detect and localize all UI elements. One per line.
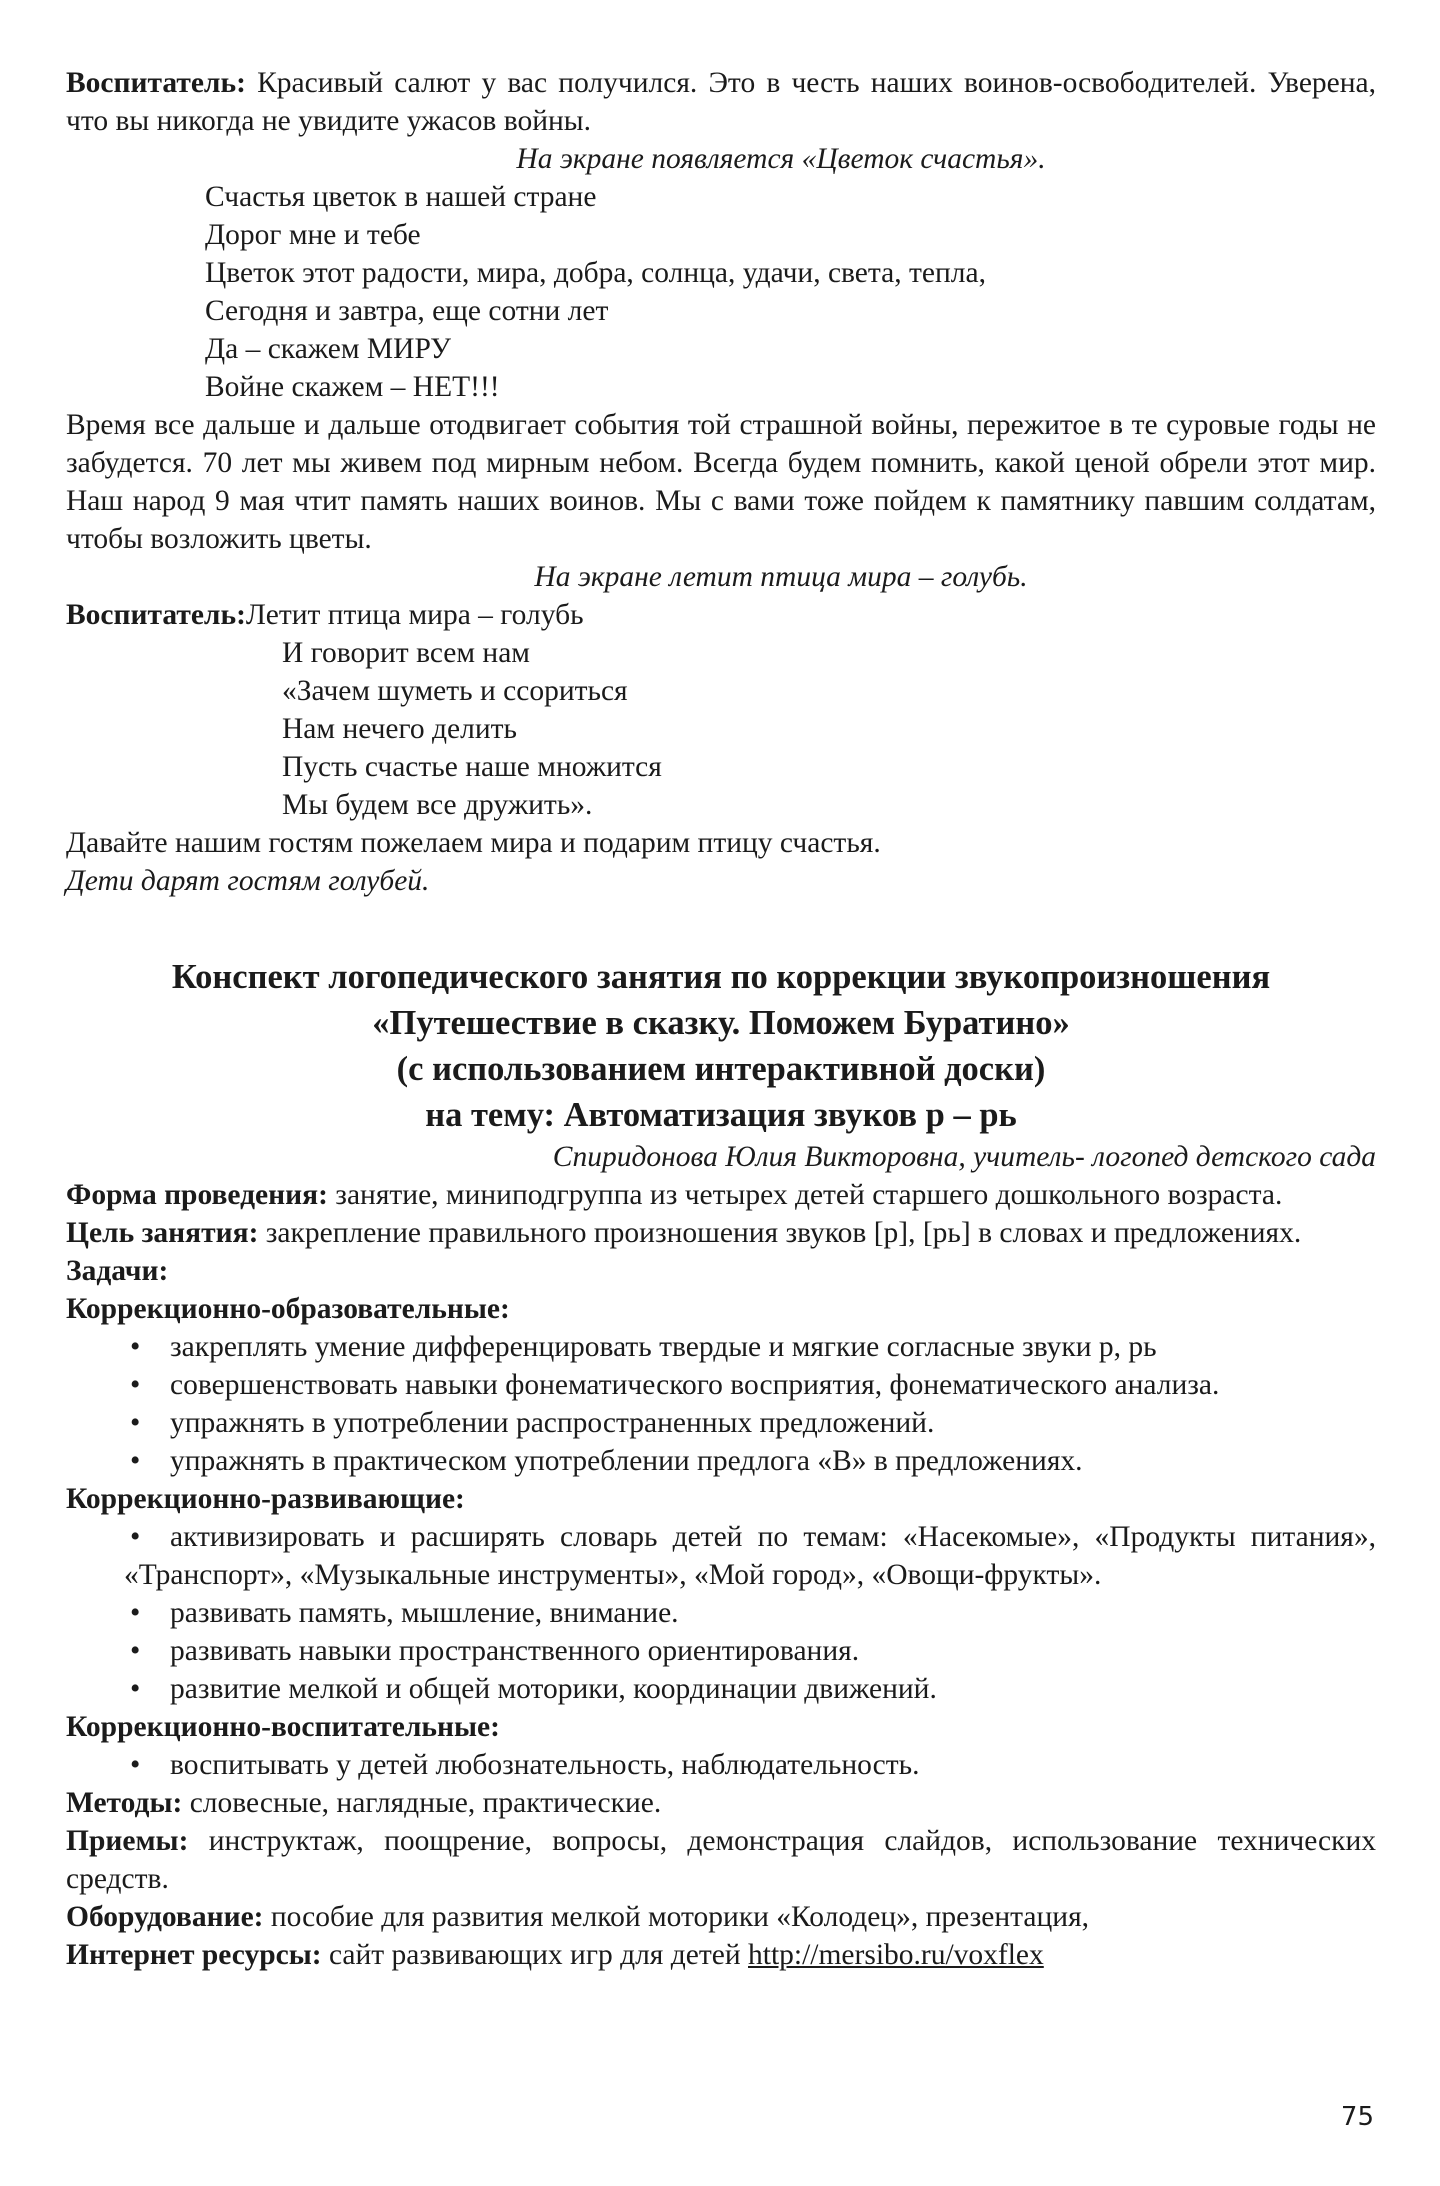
stage-direction: На экране появляется «Цветок счастья».	[516, 143, 1046, 175]
list-item: • развитие мелкой и общей моторики, координации движений.	[124, 1670, 1376, 1708]
title-line: на тему: Автоматизация звуков р – рь	[425, 1096, 1017, 1134]
speaker-label: Воспитатель:	[66, 67, 246, 99]
title-line: (с использованием интерактивной доски)	[396, 1050, 1046, 1088]
resource-link[interactable]: http://mersibo.ru/voxflex	[748, 1939, 1044, 1971]
poem-line: И говорит всем нам	[282, 637, 530, 669]
tasks-label: Задачи:	[66, 1255, 169, 1287]
field-value: пособие для развития мелкой моторики «Колодец», презентация,	[270, 1901, 1090, 1933]
bullet-icon: •	[130, 1521, 141, 1553]
field-value: инструктаж, поощрение, вопросы, демонстрация слайдов, использование технических средств.	[66, 1825, 1377, 1895]
list-item-text: активизировать и расширять словарь детей по темам: «Насекомые», «Продукты питания», «Транспорт», «Музыкальные инструменты», «Мой город», «Овощи-фрукты».	[124, 1521, 1376, 1591]
closing-direction: Дети дарят гостям голубей.	[66, 865, 430, 897]
methods-field	[66, 1784, 1376, 1822]
poem-line: Мы будем все дружить».	[282, 789, 593, 821]
speaker-block	[66, 596, 1376, 634]
dev-label: Коррекционно-развивающие:	[66, 1483, 465, 1515]
poem-line: Войне скажем – НЕТ!!!	[205, 371, 500, 403]
poem-line: «Зачем шуметь и ссориться	[282, 675, 628, 707]
poem-line: Сегодня и завтра, еще сотни лет	[205, 295, 609, 327]
list-item: • упражнять в практическом употреблении предлога «В» в предложениях.	[124, 1442, 1376, 1480]
intro-speech	[66, 64, 1376, 140]
field-value: занятие, миниподгруппа из четырех детей старшего дошкольного возраста.	[335, 1179, 1283, 1211]
equipment-field	[66, 1898, 1376, 1936]
field-label: Форма проведения:	[66, 1179, 328, 1211]
poem-line: Цветок этот радости, мира, добра, солнца, удачи, света, тепла,	[205, 257, 986, 289]
list-item: • воспитывать у детей любознательность, наблюдательность.	[124, 1746, 1376, 1784]
list-item	[66, 1518, 1376, 1594]
list-item: • совершенствовать навыки фонематического восприятия, фонематического анализа.	[124, 1366, 1376, 1404]
stage-direction: На экране летит птица мира – голубь.	[534, 561, 1028, 593]
poem-dove	[66, 634, 1376, 824]
field-label: Интернет ресурсы:	[66, 1939, 322, 1971]
internet-field	[66, 1936, 1376, 1974]
poem-line: Счастья цветок в нашей стране	[205, 181, 597, 213]
page-number: 75	[1340, 2102, 1374, 2132]
upb-label: Коррекционно-воспитательные:	[66, 1711, 500, 1743]
lesson-title	[66, 954, 1376, 1138]
list-item: • развивать навыки пространственного ориентирования.	[124, 1632, 1376, 1670]
field-value: словесные, наглядные, практические.	[189, 1787, 662, 1819]
upb-list	[66, 1746, 1376, 1784]
field-label: Приемы:	[66, 1825, 189, 1857]
field-label: Методы:	[66, 1787, 183, 1819]
poem-line: Пусть счастье наше множится	[282, 751, 662, 783]
list-item: • развивать память, мышление, внимание.	[124, 1594, 1376, 1632]
edu-label: Коррекционно-образовательные:	[66, 1293, 510, 1325]
list-item: • упражнять в употреблении распространенных предложений.	[124, 1404, 1376, 1442]
title-line: «Путешествие в сказку. Поможем Буратино»	[372, 1004, 1070, 1042]
techniques-field	[66, 1822, 1376, 1898]
war-memory-paragraph: Время все дальше и дальше отодвигает события той страшной войны, пережитое в те суровые годы не забудется. 70 лет мы живем под мирным небом. Всегда будем помнить, какой ценой обрели этот мир. Наш народ 9 мая чтит память наших воинов. Мы с вами тоже пойдем к памятнику павшим солдатам, чтобы возложить цветы.	[66, 409, 1376, 555]
poem-line: Да – скажем МИРУ	[205, 333, 452, 365]
field-value: сайт развивающих игр для детей	[328, 1939, 741, 1971]
closing-line: Давайте нашим гостям пожелаем мира и подарим птицу счастья.	[66, 827, 881, 859]
poem-line: Дорог мне и тебе	[205, 219, 421, 251]
poem-flower	[66, 178, 1376, 406]
list-item: • закреплять умение дифференцировать твердые и мягкие согласные звуки р, рь	[124, 1328, 1376, 1366]
edu-list	[66, 1328, 1376, 1480]
field-label: Цель занятия:	[66, 1217, 259, 1249]
poem-line: Летит птица мира – голубь	[245, 599, 584, 631]
form-field	[66, 1176, 1376, 1214]
title-line: Конспект логопедического занятия по коррекции звукопроизношения	[171, 958, 1271, 996]
speaker-label: Воспитатель:	[66, 599, 246, 631]
author-line: Спиридонова Юлия Викторовна, учитель- логопед детского сада	[552, 1141, 1376, 1173]
document-page	[66, 64, 1376, 1974]
field-value: закрепление правильного произношения звуков [р], [рь] в словах и предложениях.	[265, 1217, 1302, 1249]
field-label: Оборудование:	[66, 1901, 264, 1933]
speech-text: Красивый салют у вас получился. Это в честь наших воинов-освободителей. Уверена, что вы никогда не увидите ужасов войны.	[66, 67, 1377, 137]
poem-line: Нам нечего делить	[282, 713, 517, 745]
dev-list	[66, 1594, 1376, 1708]
goal-field	[66, 1214, 1376, 1252]
